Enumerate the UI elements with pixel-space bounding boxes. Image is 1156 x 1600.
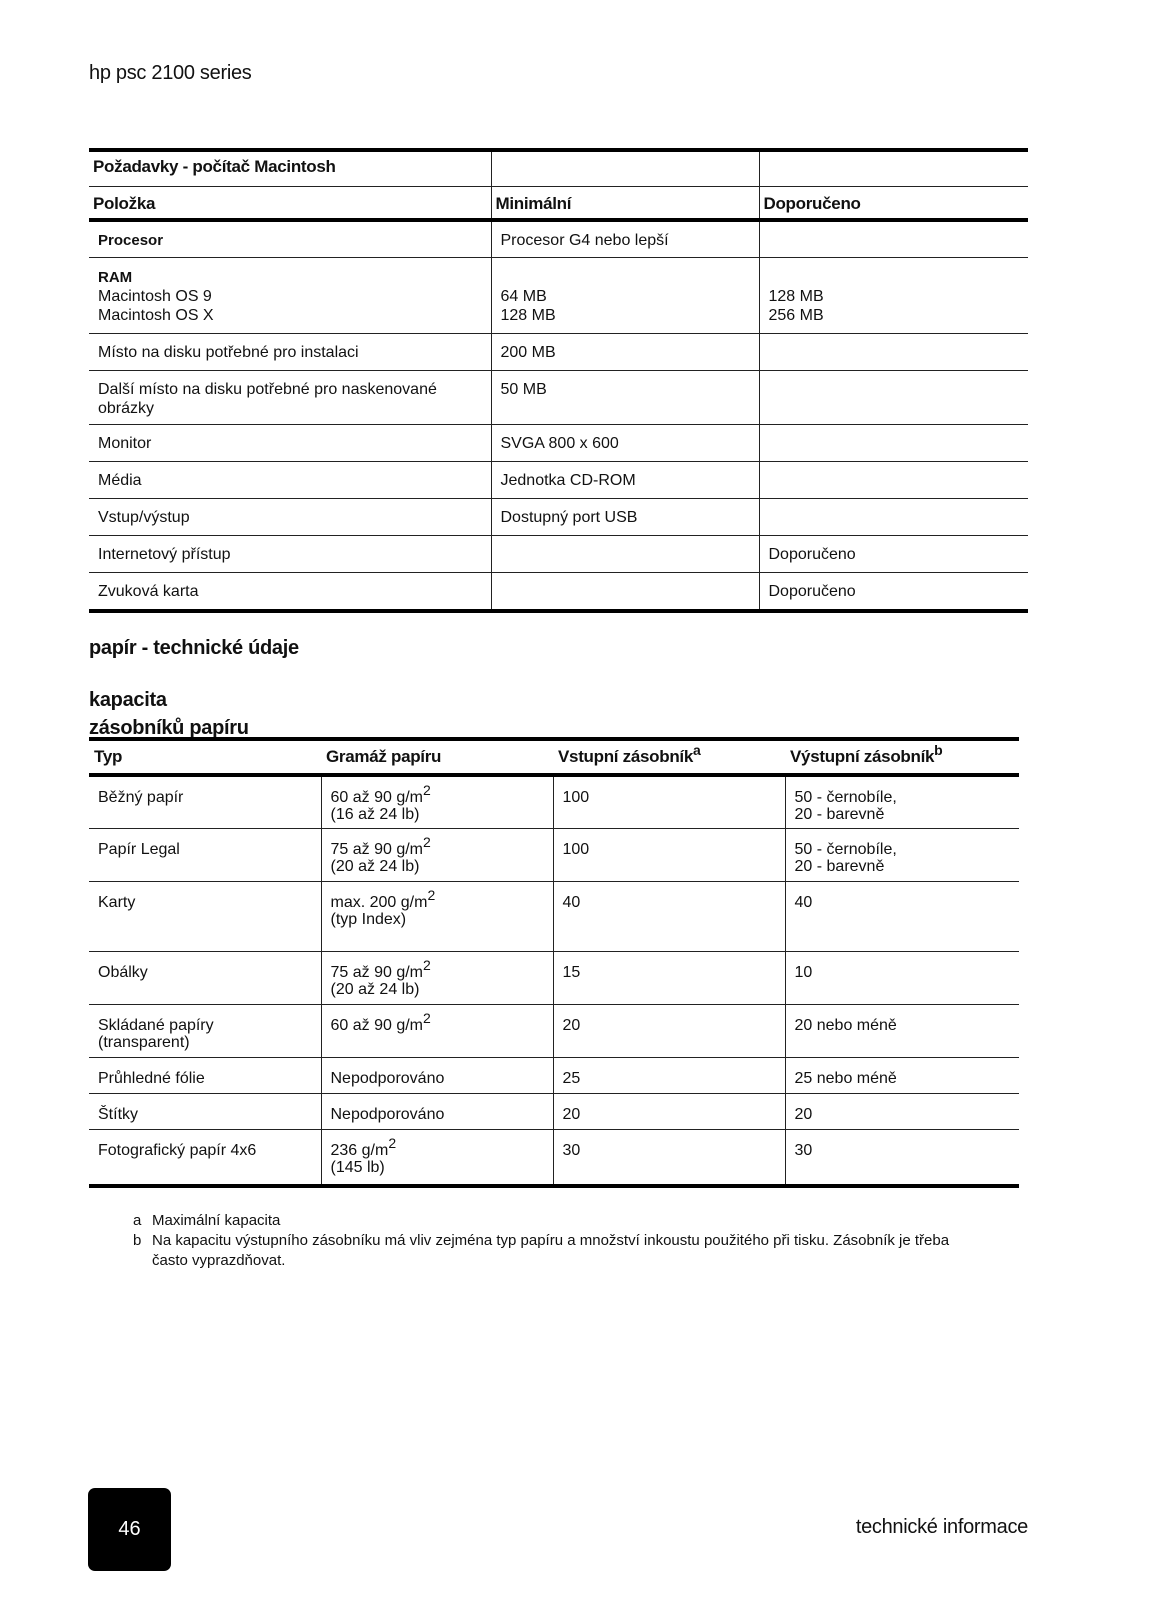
column-header: Položka — [89, 186, 491, 220]
section-heading: papír - technické údaje — [89, 637, 299, 659]
table-row — [89, 951, 1019, 1004]
input-tray-capacity: 20 — [553, 1093, 785, 1129]
table-row — [89, 572, 1028, 611]
paper-type: Obálky — [98, 963, 148, 981]
paper-type: Běžný papír — [98, 789, 184, 806]
cell-rec: 128 MB — [768, 287, 824, 305]
column-header: Doporučeno — [759, 186, 1028, 220]
row-label: Vstup/výstup — [89, 498, 491, 535]
cell-min: 64 MB — [500, 287, 547, 305]
table-row — [89, 424, 1028, 461]
paper-weight: 236 $g/m^2$ — [330, 1134, 397, 1159]
paper-weight-alt: (20 až 24 lb) — [330, 980, 420, 998]
footnote-text: Na kapacitu výstupního zásobníku má vliv zejména typ papíru a množství inkoustu použitého při tisku. Zásobník je třeba často vyprazdňovat. — [152, 1232, 950, 1269]
column-header: Typ — [89, 739, 321, 775]
footnote-ref: a — [693, 742, 701, 758]
paper-type-note: (transparent) — [98, 1033, 190, 1051]
input-tray-capacity: 40 — [553, 881, 785, 951]
cell-min — [491, 535, 759, 572]
paper-weight: max. 200 $g/m^2$ — [330, 886, 436, 911]
output-tray-capacity: 10 — [794, 963, 813, 981]
output-tray-capacity: 25 nebo méně — [794, 1069, 897, 1087]
cell-rec — [759, 424, 1028, 461]
footnote-mark: a — [133, 1212, 142, 1229]
table-row — [89, 1093, 1019, 1129]
footnote-ref: b — [934, 742, 943, 758]
input-tray-capacity: 20 — [553, 1004, 785, 1057]
output-tray-capacity-alt: 20 - barevně — [794, 806, 885, 823]
row-label: Další místo na disku potřebné pro naskenované obrázky — [89, 370, 491, 424]
input-tray-capacity: 15 — [553, 951, 785, 1004]
table-row — [89, 333, 1028, 370]
paper-weight: Nepodporováno — [330, 1105, 445, 1123]
page-number: 46 — [118, 1518, 141, 1540]
column-header: Minimální — [491, 186, 759, 220]
output-tray-capacity: 50 - černobíle, — [794, 789, 897, 806]
table-row — [89, 775, 1019, 828]
cell-min: Procesor G4 nebo lepší — [491, 220, 759, 257]
row-sublabel: Macintosh OS X — [98, 306, 214, 324]
cell-min: Jednotka CD-ROM — [491, 461, 759, 498]
cell-rec — [759, 370, 1028, 424]
paper-type: Štítky — [98, 1105, 139, 1123]
row-label: Internetový přístup — [89, 535, 491, 572]
paper-type: Karty — [98, 893, 136, 911]
table-row — [89, 498, 1028, 535]
input-tray-capacity: 100 — [553, 828, 785, 881]
cell-min: 128 MB — [500, 306, 556, 324]
table-row — [89, 370, 1028, 424]
row-sublabel: Macintosh OS 9 — [98, 287, 212, 305]
column-header: Výstupní zásobník$^b$ — [785, 739, 1019, 775]
input-tray-capacity: 30 — [553, 1129, 785, 1186]
cell-rec — [759, 220, 1028, 257]
cell-min — [491, 572, 759, 611]
cell-rec: Doporučeno — [759, 535, 1028, 572]
table-row — [89, 881, 1019, 951]
cell-min: 200 MB — [491, 333, 759, 370]
paper-type: Fotografický papír 4x6 — [98, 1141, 257, 1159]
output-tray-capacity: 30 — [794, 1141, 813, 1159]
row-label: Procesor — [98, 232, 164, 249]
table-row — [89, 535, 1028, 572]
input-tray-capacity: 100 — [553, 775, 785, 828]
row-label: Monitor — [89, 424, 491, 461]
paper-weight: Nepodporováno — [330, 1069, 445, 1087]
table-row — [89, 828, 1019, 881]
output-tray-capacity: 50 - černobíle, — [794, 840, 897, 858]
output-tray-capacity: 40 — [794, 893, 813, 911]
footnote-text: Maximální kapacita — [152, 1212, 281, 1229]
table-header-row — [89, 739, 1019, 775]
cell-min: SVGA 800 x 600 — [491, 424, 759, 461]
table-row — [89, 461, 1028, 498]
row-label: Média — [89, 461, 491, 498]
cell-rec — [759, 333, 1028, 370]
paper-weight: 75 až 90 $g/m^2$ — [330, 956, 431, 981]
table-row — [89, 257, 1028, 333]
cell-rec: Doporučeno — [759, 572, 1028, 611]
cell-rec — [759, 461, 1028, 498]
footnote — [133, 1231, 972, 1271]
cell-min: 50 MB — [491, 370, 759, 424]
row-label: RAM — [98, 268, 133, 286]
row-label: Místo na disku potřebné pro instalaci — [89, 333, 491, 370]
footnote — [133, 1211, 972, 1231]
paper-weight-alt: (typ Index) — [330, 910, 407, 928]
table-title-row — [89, 150, 1028, 186]
row-label: Zvuková karta — [89, 572, 491, 611]
input-tray-capacity: 25 — [553, 1057, 785, 1093]
subsection-heading-line: kapacita — [89, 689, 167, 711]
page-number-badge — [88, 1488, 171, 1571]
paper-weight: 75 až 90 $g/m^2$ — [330, 833, 431, 858]
table-title: Požadavky - počítač Macintosh — [89, 150, 491, 186]
table-row — [89, 1004, 1019, 1057]
subsection-heading — [89, 686, 249, 742]
paper-weight: 60 až 90 $g/m^2$ — [330, 1009, 431, 1034]
paper-type: Průhledné fólie — [98, 1069, 205, 1087]
cell-rec — [759, 498, 1028, 535]
document-header: hp psc 2100 series — [89, 62, 252, 84]
paper-weight-alt: (145 lb) — [330, 1158, 385, 1176]
column-header: Gramáž papíru — [321, 739, 553, 775]
paper-weight-alt: (20 až 24 lb) — [330, 857, 420, 875]
paper-type: Skládané papíry — [98, 1016, 214, 1034]
paper-tray-capacity-table — [89, 737, 1019, 1188]
output-tray-capacity-alt: 20 - barevně — [794, 857, 885, 875]
column-header: Vstupní zásobník$^a$ — [553, 739, 785, 775]
paper-weight-alt: (16 až 24 lb) — [330, 806, 420, 823]
output-tray-capacity: 20 — [794, 1105, 813, 1123]
table-row — [89, 1129, 1019, 1186]
cell-rec: 256 MB — [768, 306, 824, 324]
table-row — [89, 1057, 1019, 1093]
subsection-heading-line: zásobníků papíru — [89, 717, 249, 739]
cell-min: Dostupný port USB — [491, 498, 759, 535]
footnotes — [133, 1211, 972, 1271]
paper-type: Papír Legal — [98, 840, 180, 858]
footnote-mark: b — [133, 1232, 142, 1249]
paper-weight: 60 až 90 $g/m^2$ — [330, 782, 431, 806]
table-header-row — [89, 186, 1028, 220]
footer-section-title: technické informace — [855, 1516, 1028, 1538]
mac-requirements-table — [89, 148, 1028, 613]
output-tray-capacity: 20 nebo méně — [794, 1016, 897, 1034]
table-row — [89, 220, 1028, 257]
